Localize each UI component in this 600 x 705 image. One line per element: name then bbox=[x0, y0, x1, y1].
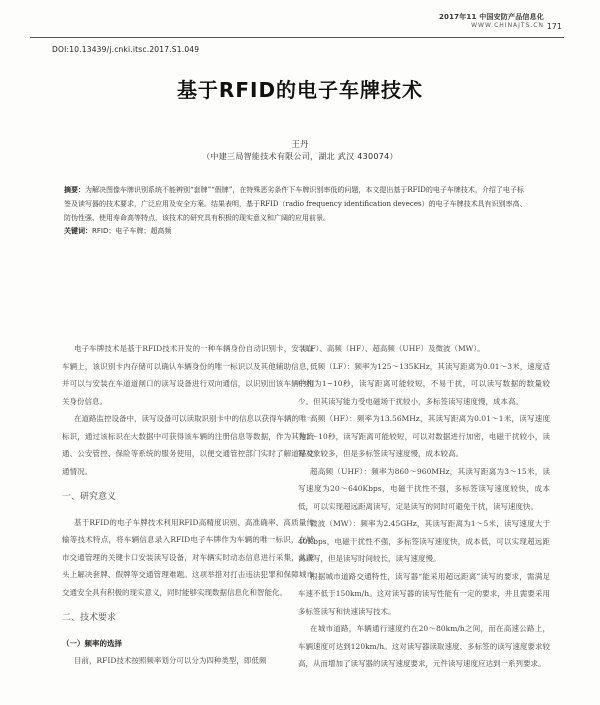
paragraph: 低频（LF）：频率为125～135KHz，其读写距离为0.01～3米，速度适中约为1~10秒，读写距离可能较短，不易干扰，可以读写数据的数量较少。但其读写能力受电磁场干扰较小，多标签读写速度慢，成本高。 bbox=[298, 361, 550, 406]
right-column bbox=[298, 340, 550, 705]
page-number: 171 bbox=[546, 22, 562, 31]
section-heading-1: 一、研究意义 bbox=[62, 492, 117, 502]
journal-name: 2017年11 中国安防产品信息化 bbox=[438, 13, 544, 21]
left-column bbox=[62, 340, 314, 705]
abstract bbox=[64, 183, 529, 225]
doi: DOI:10.13439/j.cnki.itsc.2017.S1.049 bbox=[52, 45, 200, 54]
keywords-label: 关键词： bbox=[64, 227, 92, 235]
paragraph: 在道路监控设备中，读写设备可以读取识别卡中的信息以获得车辆的唯一标识，通过该标识在大数据中可获得该车辆的注册信息等数据，作为其他流通、公安管控、保险等系统的服务使用，以便交通管控部门实时了解道路交通情况。 bbox=[62, 414, 314, 476]
paper-title: 基于RFID的电子车牌技术 bbox=[176, 78, 424, 102]
paragraph: 基于RFID的电子车牌技术利用RFID高精度识别、高准确率、高质量传输等技术特点，将车辆信息录入RFID电子车牌作为车辆的唯一标识，在城市交通管理的关键卡口安装读写设备，对车辆实时动态信息进行采集，从源头上解决套牌、假牌等交通管理难题。这项举措对打击违法犯罪和保障城市交通安全具有积极的现实意义，同时能够实现数据信息化和智能化。 bbox=[62, 517, 314, 597]
abstract-text: 为解决图像车牌识别系统不能辨别“套牌”“假牌”，在特殊恶劣条件下车牌识别率低的问题，本文提出基于RFID的电子车牌技术，介绍了电子标签及读写器的技术要求，广泛应用及安全方案。结果表明，基于RFID（radio frequency identification deveces）的电子车牌技术具有识别率高、防伪性强、使用寿命高等特点，该技术的研究具有积极的现实意义和广阔的应用前景。 bbox=[64, 186, 527, 222]
journal-url[interactable]: WWW.CHINAJTS.CN bbox=[471, 22, 544, 29]
affiliation: （中建三局智能技术有限公司，湖北 武汉 430074） bbox=[202, 152, 398, 161]
paragraph: 电子车牌技术是基于RFID技术开发的一种车辆身份自动识别卡，安装在车辆上，该识别卡内存储可以确认车辆身份的唯一标识以及其他辅助信息，并可以与安装在车道道闸口的读写设备进行双向通信，以识别出该车辆的相关身份信息。 bbox=[62, 344, 314, 406]
section-heading-2: 二、技术要求 bbox=[62, 613, 117, 623]
abstract-label: 摘要： bbox=[64, 185, 85, 194]
subsection-heading: （一）频率的选择 bbox=[62, 638, 122, 648]
author: 王丹 bbox=[291, 140, 309, 150]
paragraph: 微波（MW）：频率为2.45GHz，其读写距离为1～5米，读写速度大于40Kbps，电磁干扰性不强，多标签读写速度快，成本低，可以实现超远距离读写，但是读写时间较长，读写速度慢。 bbox=[298, 519, 550, 563]
paragraph: 超高频（UHF）：频率为860～960MHz，其读写距离为3～15米，读写速度为20～640Kbps，电磁干扰性不强，多标签读写速度较快，成本低，可以实现超远距离读写，定是读写的同时可避免干扰，读写速度快。 bbox=[298, 466, 550, 511]
running-header bbox=[439, 12, 544, 29]
paragraph: 目前，RFID技术按照频率划分可以分为四种类型，即低频 bbox=[74, 656, 267, 665]
paragraph: 在城市道路，车辆通行速度约在20～80km/h之间，而在高速公路上，车辆速度可达到120km/h。这对读写器读取速度、多标签的读写速度要求较高，从而增加了读写器的读写速度要求，元件读写速度应达到一系列要求。 bbox=[298, 624, 550, 668]
paragraph: 高频（HF）：频率为13.56MHz，其读写距离为0.01～1米，读写速度为1～10秒，读写距离可能较短，可以对数据进行加密，电磁干扰较小，读写对象较多，但是多标签读写速度慢，成本较高。 bbox=[298, 414, 550, 458]
keywords-text: RFID；电子车牌；超高频 bbox=[92, 227, 172, 235]
keywords bbox=[64, 226, 529, 236]
paragraph: 根据城市道路交通特性，读写器“能采用超远距离”读写的要求，需满足车速不低于150km/h。这对读写器的读写性能有一定的要求，并且需要采用多标签读写和快速读写技术。 bbox=[298, 571, 550, 616]
paragraph: （LF）、高频（HF）、超高频（UHF）及微波（MW）。 bbox=[298, 344, 485, 353]
header-divider bbox=[30, 37, 564, 38]
